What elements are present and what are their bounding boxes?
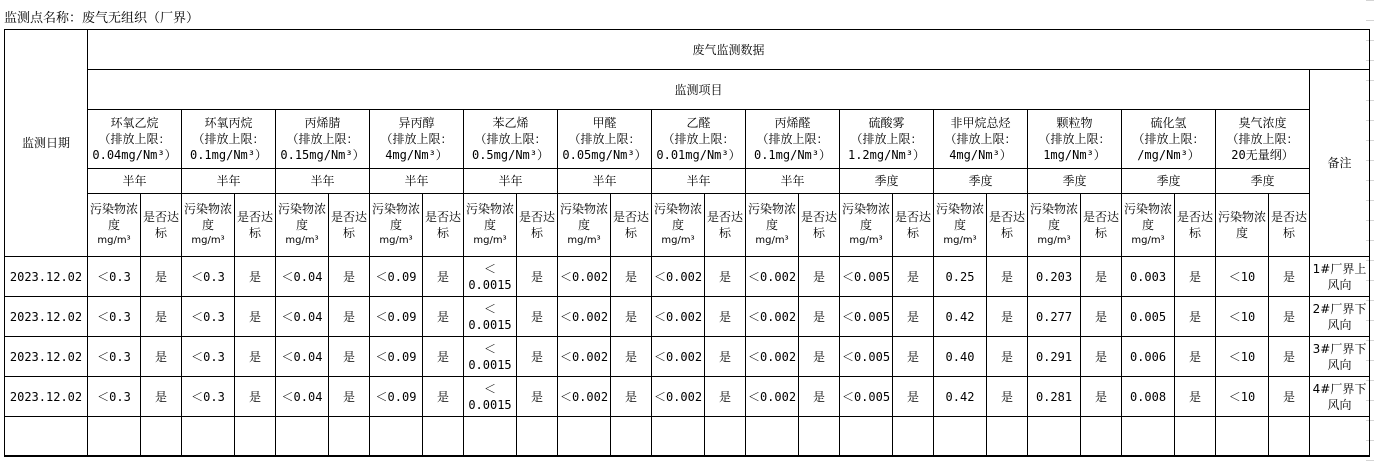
compliance-cell[interactable]: 是 <box>799 377 840 417</box>
concentration-cell[interactable]: ＜10 <box>1216 377 1269 417</box>
frequency-cell[interactable]: 季度 <box>1028 169 1122 194</box>
concentration-cell[interactable]: ＜0.3 <box>182 377 235 417</box>
compliance-cell[interactable]: 是 <box>1175 257 1216 297</box>
concentration-cell[interactable]: 0.40 <box>934 337 987 377</box>
pollutant-limit: /mg/Nm³） <box>1137 148 1200 162</box>
compliance-cell[interactable]: 是 <box>235 337 276 377</box>
frequency-cell[interactable]: 半年 <box>182 169 276 194</box>
compliance-header[interactable]: 是否达标 <box>705 194 746 257</box>
pollutant-limit: 0.1mg/Nm³） <box>753 148 832 162</box>
site-name-label: 监测点名称： <box>4 11 83 26</box>
frequency-cell[interactable]: 季度 <box>1122 169 1216 194</box>
empty-cell[interactable] <box>88 417 141 457</box>
compliance-cell[interactable]: 是 <box>517 337 558 377</box>
unit-label: mg/m³ <box>943 235 977 246</box>
concentration-label: 污染物浓度 <box>841 202 890 232</box>
compliance-cell[interactable]: 是 <box>893 297 934 337</box>
compliance-header[interactable]: 是否达标 <box>141 194 182 257</box>
pollutant-header[interactable] <box>88 110 182 169</box>
compliance-cell[interactable]: 是 <box>141 337 182 377</box>
empty-cell[interactable] <box>705 417 746 457</box>
pollutant-name: 非甲烷总烃 <box>950 116 1011 130</box>
concentration-cell[interactable]: ＜0.002 <box>558 337 611 377</box>
compliance-cell[interactable]: 是 <box>893 337 934 377</box>
unit-label: mg/m³ <box>849 235 883 246</box>
table-row <box>5 257 1370 297</box>
unit-label: mg/m³ <box>97 235 131 246</box>
compliance-cell[interactable]: 是 <box>329 297 370 337</box>
pollutant-limit: 4mg/Nm³） <box>385 148 448 162</box>
compliance-cell[interactable]: 是 <box>1269 337 1310 377</box>
concentration-header[interactable] <box>88 194 141 257</box>
compliance-cell[interactable]: 是 <box>141 257 182 297</box>
pollutant-limit: 1mg/Nm³） <box>1043 148 1106 162</box>
pollutant-limit: 0.15mg/Nm³） <box>280 148 365 162</box>
concentration-cell[interactable]: ＜0.002 <box>746 337 799 377</box>
empty-row <box>5 417 1370 457</box>
concentration-label: 污染物浓度 <box>653 202 702 232</box>
compliance-cell[interactable]: 是 <box>517 377 558 417</box>
compliance-cell[interactable]: 是 <box>423 337 464 377</box>
empty-cell[interactable] <box>517 417 558 457</box>
concentration-cell[interactable]: ＜0.002 <box>746 297 799 337</box>
pollutant-header[interactable] <box>464 110 558 169</box>
concentration-cell[interactable]: 0.008 <box>1122 377 1175 417</box>
pollutant-limit: 0.1mg/Nm³） <box>189 148 268 162</box>
compliance-cell[interactable]: 是 <box>611 297 652 337</box>
empty-cell[interactable] <box>934 417 987 457</box>
empty-cell[interactable] <box>182 417 235 457</box>
concentration-header[interactable] <box>840 194 893 257</box>
concentration-label: 污染物浓度 <box>935 202 984 232</box>
compliance-cell[interactable]: 是 <box>517 297 558 337</box>
table-title[interactable]: 废气监测数据 <box>88 30 1370 70</box>
pollutant-limit-label: （排放上限： <box>192 132 265 146</box>
pollutant-name: 乙醛 <box>686 116 711 130</box>
concentration-cell[interactable]: ＜0.002 <box>558 257 611 297</box>
empty-cell[interactable] <box>840 417 893 457</box>
pollutant-limit: 0.04mg/Nm³） <box>92 148 177 162</box>
pollutant-limit-label: （排放上限： <box>568 132 641 146</box>
empty-cell[interactable] <box>1175 417 1216 457</box>
unit-label: mg/m³ <box>755 235 789 246</box>
empty-cell[interactable] <box>370 417 423 457</box>
pollutant-name: 硫酸雾 <box>868 116 905 130</box>
pollutant-limit-label: （排放上限： <box>380 132 453 146</box>
compliance-cell[interactable]: 是 <box>1175 297 1216 337</box>
concentration-cell[interactable]: ＜0.005 <box>840 337 893 377</box>
compliance-cell[interactable]: 是 <box>1081 257 1122 297</box>
concentration-label: 污染物浓度 <box>371 202 420 232</box>
site-name-value: 废气无组织（厂界） <box>82 11 200 26</box>
compliance-cell[interactable]: 是 <box>987 297 1028 337</box>
compliance-header[interactable]: 是否达标 <box>1081 194 1122 257</box>
table-row <box>5 377 1370 417</box>
empty-cell[interactable] <box>276 417 329 457</box>
frequency-cell[interactable]: 半年 <box>370 169 464 194</box>
concentration-cell[interactable]: 0.003 <box>1122 257 1175 297</box>
unit-label: mg/m³ <box>661 235 695 246</box>
concentration-header[interactable] <box>1028 194 1081 257</box>
compliance-cell[interactable]: 是 <box>705 377 746 417</box>
concentration-cell[interactable]: 0.005 <box>1122 297 1175 337</box>
compliance-cell[interactable]: 是 <box>235 377 276 417</box>
compliance-header[interactable]: 是否达标 <box>423 194 464 257</box>
empty-cell[interactable] <box>799 417 840 457</box>
concentration-header[interactable] <box>934 194 987 257</box>
empty-cell[interactable] <box>5 417 88 457</box>
concentration-cell[interactable]: ＜10 <box>1216 297 1269 337</box>
compliance-cell[interactable]: 是 <box>329 257 370 297</box>
concentration-header[interactable] <box>464 194 517 257</box>
compliance-cell[interactable]: 是 <box>799 257 840 297</box>
compliance-cell[interactable]: 是 <box>1269 297 1310 337</box>
frequency-cell[interactable]: 半年 <box>276 169 370 194</box>
frequency-cell[interactable]: 季度 <box>840 169 934 194</box>
compliance-cell[interactable]: 是 <box>611 337 652 377</box>
compliance-cell[interactable]: 是 <box>329 337 370 377</box>
concentration-cell[interactable]: ＜0.3 <box>88 377 141 417</box>
concentration-cell[interactable]: ＜0.002 <box>652 337 705 377</box>
compliance-cell[interactable]: 是 <box>799 297 840 337</box>
concentration-cell[interactable]: ＜0.002 <box>746 377 799 417</box>
pollutant-limit-label: （排放上限： <box>474 132 547 146</box>
compliance-header[interactable]: 是否达标 <box>611 194 652 257</box>
date-cell[interactable]: 2023.12.02 <box>5 257 88 297</box>
concentration-cell[interactable]: ＜ 0.0015 <box>464 297 517 337</box>
concentration-cell[interactable]: ＜ 0.0015 <box>464 337 517 377</box>
compliance-cell[interactable]: 是 <box>1269 377 1310 417</box>
concentration-cell[interactable]: ＜0.04 <box>276 297 329 337</box>
concentration-cell[interactable]: ＜0.005 <box>840 257 893 297</box>
concentration-cell[interactable]: 0.203 <box>1028 257 1081 297</box>
remark-header-cell[interactable]: 备注 <box>1310 70 1370 257</box>
concentration-cell[interactable]: ＜0.3 <box>88 257 141 297</box>
concentration-label: 污染物浓度 <box>747 202 796 232</box>
pollutant-name: 异丙醇 <box>398 116 435 130</box>
pollutant-header[interactable] <box>934 110 1028 169</box>
compliance-cell[interactable]: 是 <box>987 337 1028 377</box>
concentration-cell[interactable]: ＜0.002 <box>746 257 799 297</box>
empty-cell[interactable] <box>746 417 799 457</box>
pollutant-header[interactable] <box>182 110 276 169</box>
pollutant-limit-label: （排放上限： <box>286 132 359 146</box>
compliance-cell[interactable]: 是 <box>329 377 370 417</box>
compliance-cell[interactable]: 是 <box>1175 337 1216 377</box>
items-header[interactable]: 监测项目 <box>88 70 1310 110</box>
unit-label: mg/m³ <box>473 235 507 246</box>
pollutant-header[interactable] <box>652 110 746 169</box>
pollutant-name: 丙烯醛 <box>774 116 811 130</box>
compliance-cell[interactable]: 是 <box>141 297 182 337</box>
empty-cell[interactable] <box>1081 417 1122 457</box>
remark-cell[interactable]: 2#厂界下风向 <box>1310 297 1370 337</box>
date-cell[interactable]: 2023.12.02 <box>5 377 88 417</box>
unit-label: mg/m³ <box>191 235 225 246</box>
concentration-header[interactable] <box>746 194 799 257</box>
frequency-cell[interactable]: 半年 <box>652 169 746 194</box>
compliance-header[interactable]: 是否达标 <box>517 194 558 257</box>
empty-cell[interactable] <box>987 417 1028 457</box>
remark-cell[interactable]: 3#厂界下风向 <box>1310 337 1370 377</box>
pollutant-name: 臭气浓度 <box>1238 116 1287 130</box>
pollutant-name: 硫化氢 <box>1150 116 1187 130</box>
pollutant-name: 颗粒物 <box>1056 116 1093 130</box>
compliance-cell[interactable]: 是 <box>517 257 558 297</box>
frequency-cell[interactable]: 半年 <box>558 169 652 194</box>
unit-label: mg/m³ <box>567 235 601 246</box>
concentration-header[interactable] <box>1122 194 1175 257</box>
concentration-header[interactable] <box>370 194 423 257</box>
unit-label: mg/m³ <box>379 235 413 246</box>
unit-label: mg/m³ <box>1131 235 1165 246</box>
compliance-cell[interactable]: 是 <box>987 377 1028 417</box>
concentration-cell[interactable]: ＜0.002 <box>558 377 611 417</box>
pollutant-header[interactable] <box>840 110 934 169</box>
concentration-label: 污染物浓度 <box>277 202 326 232</box>
concentration-header[interactable] <box>1216 194 1269 257</box>
pollutant-limit: 4mg/Nm³） <box>949 148 1012 162</box>
concentration-cell[interactable]: ＜ 0.0015 <box>464 377 517 417</box>
concentration-cell[interactable]: ＜ 0.0015 <box>464 257 517 297</box>
concentration-header[interactable] <box>652 194 705 257</box>
pollutant-limit-label: （排放上限： <box>1038 132 1111 146</box>
concentration-cell[interactable]: 0.006 <box>1122 337 1175 377</box>
concentration-cell[interactable]: ＜0.3 <box>182 257 235 297</box>
compliance-cell[interactable]: 是 <box>611 257 652 297</box>
unit-label: mg/m³ <box>1037 235 1071 246</box>
concentration-label: 污染物浓度 <box>465 202 514 232</box>
frequency-cell[interactable]: 半年 <box>746 169 840 194</box>
concentration-cell[interactable]: ＜0.005 <box>840 297 893 337</box>
concentration-cell[interactable]: ＜0.3 <box>88 297 141 337</box>
concentration-cell[interactable]: ＜0.04 <box>276 257 329 297</box>
pollutant-header[interactable] <box>558 110 652 169</box>
pollutant-limit-label: （排放上限： <box>756 132 829 146</box>
empty-cell[interactable] <box>464 417 517 457</box>
pollutant-limit: 1.2mg/Nm³） <box>847 148 926 162</box>
compliance-cell[interactable]: 是 <box>705 257 746 297</box>
pollutant-header[interactable] <box>1216 110 1310 169</box>
concentration-cell[interactable]: ＜0.002 <box>558 297 611 337</box>
frequency-cell[interactable]: 半年 <box>464 169 558 194</box>
compliance-header[interactable]: 是否达标 <box>329 194 370 257</box>
remark-cell[interactable]: 1#厂界上风向 <box>1310 257 1370 297</box>
compliance-cell[interactable]: 是 <box>423 257 464 297</box>
empty-cell[interactable] <box>1028 417 1081 457</box>
empty-cell[interactable] <box>235 417 276 457</box>
empty-cell[interactable] <box>329 417 370 457</box>
compliance-header[interactable]: 是否达标 <box>799 194 840 257</box>
concentration-cell[interactable]: 0.25 <box>934 257 987 297</box>
concentration-cell[interactable]: 0.291 <box>1028 337 1081 377</box>
empty-cell[interactable] <box>1122 417 1175 457</box>
date-cell[interactable]: 2023.12.02 <box>5 297 88 337</box>
pollutant-header[interactable] <box>1028 110 1122 169</box>
compliance-cell[interactable]: 是 <box>987 257 1028 297</box>
empty-cell[interactable] <box>652 417 705 457</box>
pollutant-header[interactable] <box>276 110 370 169</box>
empty-cell[interactable] <box>1216 417 1269 457</box>
concentration-label: 污染物浓度 <box>89 202 138 232</box>
empty-cell[interactable] <box>141 417 182 457</box>
pollutant-name: 丙烯腈 <box>304 116 341 130</box>
pollutant-limit: 0.05mg/Nm³） <box>562 148 647 162</box>
frequency-cell[interactable]: 半年 <box>88 169 182 194</box>
pollutant-limit-label: （排放上限： <box>1226 132 1299 146</box>
compliance-cell[interactable]: 是 <box>1081 297 1122 337</box>
empty-cell[interactable] <box>893 417 934 457</box>
concentration-label: 污染物浓度 <box>1217 210 1266 240</box>
concentration-cell[interactable]: ＜0.3 <box>88 337 141 377</box>
remark-cell[interactable]: 4#厂界下风向 <box>1310 377 1370 417</box>
unit-label: mg/m³ <box>285 235 319 246</box>
frequency-cell[interactable]: 季度 <box>1216 169 1310 194</box>
concentration-cell[interactable]: ＜0.09 <box>370 297 423 337</box>
concentration-cell[interactable]: 0.277 <box>1028 297 1081 337</box>
concentration-cell[interactable]: ＜0.3 <box>182 337 235 377</box>
compliance-cell[interactable]: 是 <box>799 337 840 377</box>
compliance-cell[interactable]: 是 <box>1269 257 1310 297</box>
pollutant-name: 甲醛 <box>592 116 617 130</box>
concentration-label: 污染物浓度 <box>1029 202 1078 232</box>
concentration-cell[interactable]: ＜0.002 <box>652 297 705 337</box>
concentration-cell[interactable]: 0.42 <box>934 377 987 417</box>
concentration-header[interactable] <box>182 194 235 257</box>
concentration-cell[interactable]: ＜10 <box>1216 337 1269 377</box>
compliance-cell[interactable]: 是 <box>1081 377 1122 417</box>
pollutant-header[interactable] <box>370 110 464 169</box>
empty-cell[interactable] <box>611 417 652 457</box>
compliance-cell[interactable]: 是 <box>235 297 276 337</box>
date-header-cell[interactable]: 监测日期 <box>5 30 88 257</box>
pollutant-name: 环氧乙烷 <box>110 116 159 130</box>
table-row <box>5 337 1370 377</box>
compliance-cell[interactable]: 是 <box>235 257 276 297</box>
compliance-cell[interactable]: 是 <box>705 337 746 377</box>
concentration-cell[interactable]: ＜0.005 <box>840 377 893 417</box>
monitoring-table <box>4 29 1370 457</box>
pollutant-name: 苯乙烯 <box>492 116 529 130</box>
concentration-label: 污染物浓度 <box>183 202 232 232</box>
concentration-cell[interactable]: ＜0.09 <box>370 337 423 377</box>
pollutant-header[interactable] <box>1122 110 1216 169</box>
concentration-cell[interactable]: ＜10 <box>1216 257 1269 297</box>
concentration-cell[interactable]: ＜0.002 <box>652 257 705 297</box>
empty-cell[interactable] <box>423 417 464 457</box>
concentration-label: 污染物浓度 <box>559 202 608 232</box>
pollutant-limit: 0.5mg/Nm³） <box>471 148 550 162</box>
concentration-header[interactable] <box>558 194 611 257</box>
compliance-cell[interactable]: 是 <box>1175 377 1216 417</box>
pollutant-limit-label: （排放上限： <box>850 132 923 146</box>
concentration-cell[interactable]: ＜0.002 <box>652 377 705 417</box>
concentration-cell[interactable]: ＜0.3 <box>182 297 235 337</box>
compliance-cell[interactable]: 是 <box>141 377 182 417</box>
pollutant-name: 环氧丙烷 <box>204 116 253 130</box>
concentration-cell[interactable]: ＜0.09 <box>370 377 423 417</box>
pollutant-limit: 20无量纲） <box>1231 148 1294 162</box>
date-cell[interactable]: 2023.12.02 <box>5 337 88 377</box>
pollutant-limit-label: （排放上限： <box>944 132 1017 146</box>
concentration-cell[interactable]: 0.42 <box>934 297 987 337</box>
empty-cell[interactable] <box>1310 417 1370 457</box>
compliance-header[interactable]: 是否达标 <box>1269 194 1310 257</box>
compliance-cell[interactable]: 是 <box>611 377 652 417</box>
compliance-header[interactable]: 是否达标 <box>1175 194 1216 257</box>
compliance-cell[interactable]: 是 <box>423 377 464 417</box>
concentration-cell[interactable]: ＜0.04 <box>276 337 329 377</box>
concentration-label: 污染物浓度 <box>1123 202 1172 232</box>
pollutant-limit-label: （排放上限： <box>1132 132 1205 146</box>
pollutant-header[interactable] <box>746 110 840 169</box>
empty-cell[interactable] <box>558 417 611 457</box>
concentration-header[interactable] <box>276 194 329 257</box>
pollutant-limit-label: （排放上限： <box>98 132 171 146</box>
pollutant-limit-label: （排放上限： <box>662 132 735 146</box>
compliance-header[interactable]: 是否达标 <box>987 194 1028 257</box>
concentration-cell[interactable]: 0.281 <box>1028 377 1081 417</box>
compliance-cell[interactable]: 是 <box>893 377 934 417</box>
empty-cell[interactable] <box>1269 417 1310 457</box>
compliance-cell[interactable]: 是 <box>423 297 464 337</box>
concentration-cell[interactable]: ＜0.04 <box>276 377 329 417</box>
site-name-line <box>4 7 199 26</box>
table-row <box>5 297 1370 337</box>
frequency-cell[interactable]: 季度 <box>934 169 1028 194</box>
compliance-cell[interactable]: 是 <box>893 257 934 297</box>
compliance-cell[interactable]: 是 <box>705 297 746 337</box>
compliance-cell[interactable]: 是 <box>1081 337 1122 377</box>
pollutant-limit: 0.01mg/Nm³） <box>656 148 741 162</box>
concentration-cell[interactable]: ＜0.09 <box>370 257 423 297</box>
compliance-header[interactable]: 是否达标 <box>235 194 276 257</box>
compliance-header[interactable]: 是否达标 <box>893 194 934 257</box>
